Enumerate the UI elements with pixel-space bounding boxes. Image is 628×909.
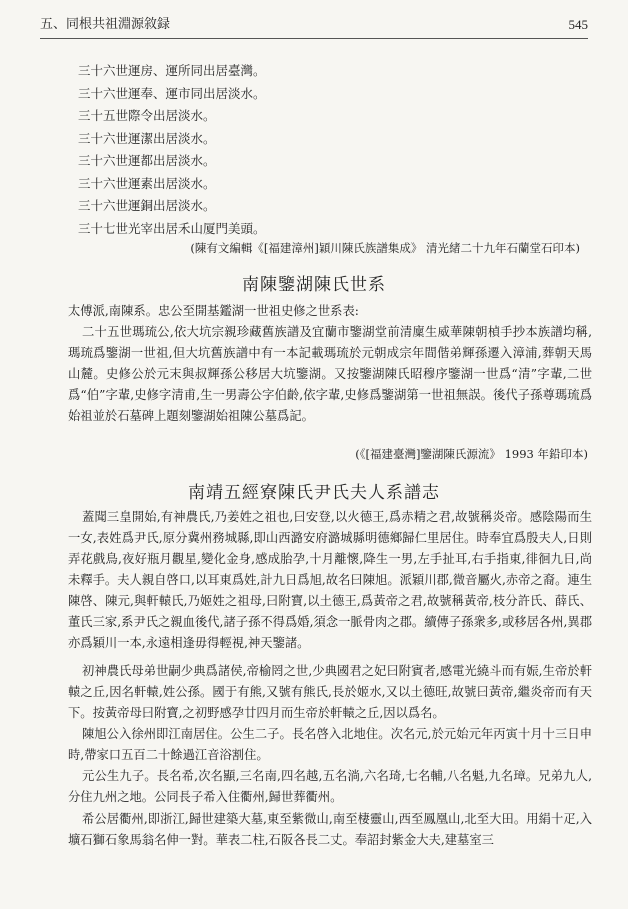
section-heading-2: 南靖五經寮陳氏尹氏夫人系譜志 (188, 483, 440, 503)
migration-line: 三十六世運都出居淡水。 (78, 153, 216, 168)
migration-line: 三十七世光宰出居禾山厦門美頭。 (78, 220, 266, 236)
header-rule (40, 38, 588, 39)
intro-text: 太傅派,南陳系。忠公至開基鑑湖一世祖史修之世系表: (68, 304, 359, 318)
migration-list (78, 60, 266, 240)
source-citation-2: (《[福建臺灣]鑒湖陳氏源流》 1993 年鉛印本) (355, 447, 588, 461)
migration-line: 三十六世運銅出居淡水。 (78, 198, 216, 213)
migration-line: 三十六世運房、運所同出居臺灣。 (78, 63, 266, 78)
paragraph-text: 元公生九子。長名希,次名顯,三名南,四名越,五名淌,六名琦,七名輔,八名魁,九名璋。兄弟九人,分住九州之地。公同長子希入住衢州,歸世葬衢州。 (68, 769, 592, 804)
migration-line: 三十六世運奉、運市同出居淡水。 (78, 85, 266, 101)
section2-paragraph (68, 661, 592, 724)
paragraph-text: 陳旭公入徐州即江南居住。公生二子。長名啓入北地住。次名元,於元始元年丙寅十月十三日申時,帶家口五百二十餘過江音浴割住。 (68, 727, 592, 762)
chapter-title: 五、同根共祖淵源敘録 (40, 17, 171, 32)
migration-line: 三十五世際令出居淡水。 (78, 108, 216, 123)
paragraph-text: 蓋聞三皇開始,有神農氏,乃姜姓之祖也,曰安登,以火德王,爲赤精之君,故號稱炎帝。感陰陽而生一女,表姓爲尹氏,原分冀州務城縣,即山西潞安府潞城縣明德鄉歸仁里居住。時奉宜爲殷夫人,日則弄花戲鳥,夜好瓶月觀星,變化金身,感成胎孕,十月離懷,降生一男,左手扯耳,右手指東,徘徊九日,尚未釋手。夫人親自啓口,以耳東爲姓,計九日爲旭,故名曰陳旭。派穎川郡,微音屬火,赤帝之裔。連生陳啓、陳元,與軒轅氏,乃姬姓之祖母,曰附寶,以土德王,爲黃帝之君,故號稱黃帝,枝分許氏、薛氏、董氏三家,系尹氏之親血後代,諸子孫不得爲婚,須念一脈骨肉之郡。續傳子孫衆多,或移居各州,異郡亦爲穎川一本,永遠相逢毋得輕視,神天鑒諸。 (68, 510, 592, 650)
section1-intro (68, 301, 592, 322)
migration-line: 三十六世運潔出居淡水。 (78, 130, 216, 146)
section2-paragraph (68, 809, 592, 851)
section1-body (68, 322, 592, 427)
paragraph-text: 希公居衢州,即浙江,歸世建築大墓,東至紫微山,南至棲靈山,西至鳳凰山,北至大田。用絹十疋,入壙石獅石象馬翁名伸一對。華表二柱,石阪各長二丈。奉詔封紫金大夫,建墓室三 (68, 812, 592, 847)
paragraph-text: 初神農氏母弟世嗣少典爲諸侯,帝榆罔之世,少典國君之妃曰附賓者,感電光繞斗而有娠,生帝於軒轅之丘,因名軒轅,姓公孫。國于有熊,又號有熊氏,長於姬水,又以土德旺,故號曰黃帝,繼炎帝而有天下。按黃帝母曰附寶,之初野感孕廿四月而生帝於軒轅之丘,因以爲名。 (68, 664, 592, 720)
page-number: 545 (568, 17, 588, 32)
migration-line: 三十六世運素出居淡水。 (78, 175, 216, 191)
source-citation-1: (陳有文編輯《[福建漳州]穎川陳氏族譜集成》 清光緒二十九年石蘭堂石印本) (190, 241, 580, 255)
section2-paragraph (68, 507, 592, 654)
section2-paragraph (68, 724, 592, 766)
body-text: 二十五世瑪琉公,依大坑宗親珍藏舊族譜及宜蘭市鑒湖堂前清廩生威華陳朝楨手抄本族譜均稱,瑪琉爲鑒湖一世祖,但大坑舊族譜中有一本記載瑪琉於元朝成宗年間偕弟輝孫遷入漳浦,葬朝天馬山麓。史修公於元末與叔輝孫公移居大坑鑒湖。又按鑒湖陳氏昭穆序鑒湖一世爲“清”字輩,二世爲“伯”字輩,史修字清甫,生一男壽公字伯齡,依字輩,史修爲鑒湖第一世祖無誤。後代子孫尊瑪琉爲始祖並於石墓碑上題刻鑒湖始祖陳公墓爲記。 (68, 325, 592, 423)
section2-paragraph (68, 766, 592, 808)
section-heading-1: 南陳鑒湖陳氏世系 (242, 275, 386, 295)
running-header (40, 14, 588, 36)
